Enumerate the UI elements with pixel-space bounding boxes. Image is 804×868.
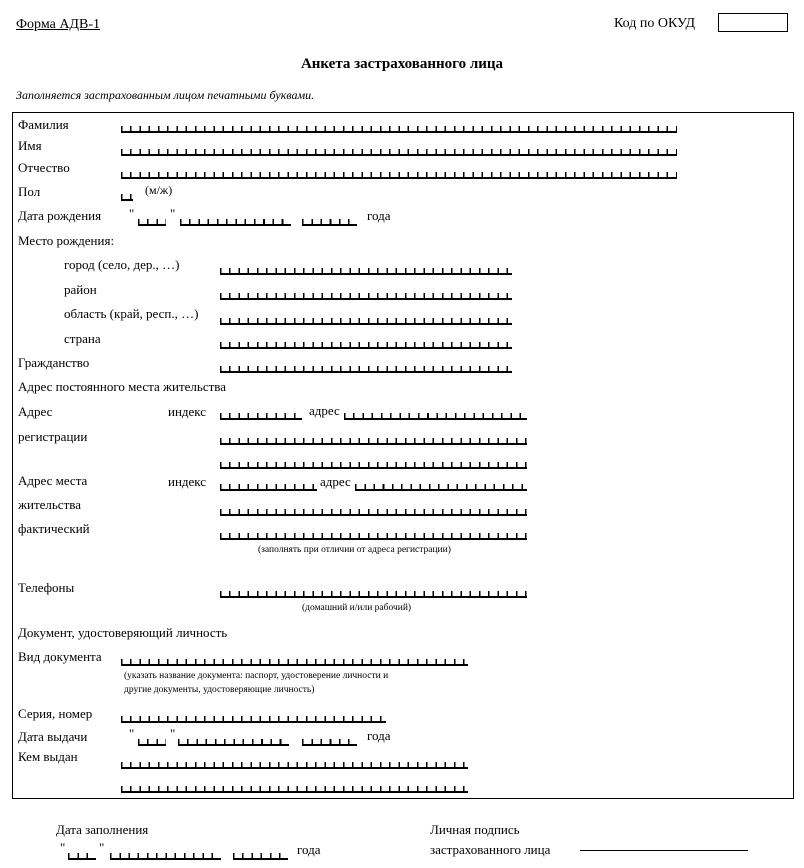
series-number-field[interactable] bbox=[121, 716, 386, 723]
reg-address-field-2[interactable] bbox=[220, 438, 527, 445]
reg-index-field[interactable] bbox=[220, 413, 302, 420]
actual-address-field-1[interactable] bbox=[355, 484, 527, 491]
year-word: года bbox=[367, 728, 391, 743]
instruction-text: Заполняется застрахованным лицом печатными буквами. bbox=[16, 88, 315, 102]
actual-address-label: Адрес места bbox=[18, 473, 88, 488]
city-field[interactable] bbox=[220, 268, 512, 275]
actual-address-label-2: жительства bbox=[18, 497, 81, 512]
issue-date-label: Дата выдачи bbox=[18, 729, 88, 744]
patronymic-label: Отчество bbox=[18, 160, 70, 175]
reg-address-field-1[interactable] bbox=[344, 413, 527, 420]
quote-mark: " bbox=[170, 206, 176, 221]
phones-label: Телефоны bbox=[18, 580, 75, 595]
district-label: район bbox=[64, 282, 97, 297]
doc-type-field[interactable] bbox=[121, 659, 468, 666]
citizenship-field[interactable] bbox=[220, 366, 512, 373]
reg-index-label: индекс bbox=[168, 404, 207, 419]
actual-index-field[interactable] bbox=[220, 484, 317, 491]
region-label: область (край, респ., …) bbox=[64, 306, 199, 321]
fill-day-field[interactable] bbox=[68, 853, 96, 860]
issue-day-field[interactable] bbox=[138, 739, 166, 746]
birth-date-label: Дата рождения bbox=[18, 208, 102, 223]
signature-field[interactable] bbox=[580, 850, 748, 851]
series-number-label: Серия, номер bbox=[18, 706, 93, 721]
form-name: Форма АДВ-1 bbox=[16, 17, 100, 32]
reg-address-label: Адрес bbox=[18, 404, 53, 419]
issued-by-label: Кем выдан bbox=[18, 749, 78, 764]
quote-mark: " bbox=[129, 726, 135, 741]
reg-address-field-3[interactable] bbox=[220, 462, 527, 469]
region-field[interactable] bbox=[220, 318, 512, 325]
quote-mark: " bbox=[129, 206, 135, 221]
id-document-label: Документ, удостоверяющий личность bbox=[18, 625, 228, 640]
actual-address-word: адрес bbox=[320, 474, 351, 489]
reg-address-label-2: регистрации bbox=[18, 429, 88, 444]
actual-address-label-3: фактический bbox=[18, 521, 90, 536]
birth-month-field[interactable] bbox=[180, 219, 291, 226]
actual-address-field-2[interactable] bbox=[220, 509, 527, 516]
birth-place-label: Место рождения: bbox=[18, 233, 115, 248]
issue-year-field[interactable] bbox=[302, 739, 357, 746]
surname-label: Фамилия bbox=[18, 117, 69, 132]
district-field[interactable] bbox=[220, 293, 512, 300]
okud-code-field[interactable] bbox=[718, 13, 788, 32]
signature-label-2: застрахованного лица bbox=[430, 842, 551, 857]
quote-mark: " bbox=[170, 726, 176, 741]
actual-index-label: индекс bbox=[168, 474, 207, 489]
year-word: года bbox=[367, 208, 391, 223]
birth-year-field[interactable] bbox=[302, 219, 357, 226]
doc-type-hint-2: другие документы, удостоверяющие личность) bbox=[124, 685, 315, 695]
doc-type-label: Вид документа bbox=[18, 649, 102, 664]
surname-field[interactable] bbox=[121, 126, 677, 133]
patronymic-field[interactable] bbox=[121, 172, 677, 179]
signature-label: Личная подпись bbox=[430, 822, 520, 837]
permanent-address-label: Адрес постоянного места жительства bbox=[18, 379, 227, 394]
issued-by-field-1[interactable] bbox=[121, 762, 468, 769]
issue-month-field[interactable] bbox=[178, 739, 289, 746]
fill-date-label: Дата заполнения bbox=[56, 822, 149, 837]
page-title: Анкета застрахованного лица bbox=[300, 56, 504, 72]
fill-year-field[interactable] bbox=[233, 853, 288, 860]
name-field[interactable] bbox=[121, 149, 677, 156]
country-label: страна bbox=[64, 331, 101, 346]
year-word: года bbox=[297, 842, 321, 857]
country-field[interactable] bbox=[220, 342, 512, 349]
okud-label: Код по ОКУД bbox=[614, 16, 696, 31]
name-label: Имя bbox=[18, 138, 42, 153]
citizenship-label: Гражданство bbox=[18, 355, 90, 370]
issued-by-field-2[interactable] bbox=[121, 786, 468, 793]
sex-hint: (м/ж) bbox=[145, 183, 173, 197]
city-label: город (село, дер., …) bbox=[64, 257, 180, 272]
sex-field[interactable] bbox=[121, 194, 133, 201]
phones-field[interactable] bbox=[220, 591, 527, 598]
actual-address-field-3[interactable] bbox=[220, 533, 527, 540]
phones-hint: (домашний и/или рабочий) bbox=[302, 603, 412, 613]
quote-mark: " bbox=[60, 840, 66, 855]
birth-day-field[interactable] bbox=[138, 219, 166, 226]
sex-label: Пол bbox=[18, 184, 41, 199]
quote-mark: " bbox=[99, 840, 105, 855]
doc-type-hint: (указать название документа: паспорт, удостоверение личности и bbox=[124, 671, 389, 681]
actual-address-hint: (заполнять при отличии от адреса регистрации) bbox=[258, 545, 451, 555]
reg-address-word: адрес bbox=[309, 403, 340, 418]
fill-month-field[interactable] bbox=[110, 853, 221, 860]
